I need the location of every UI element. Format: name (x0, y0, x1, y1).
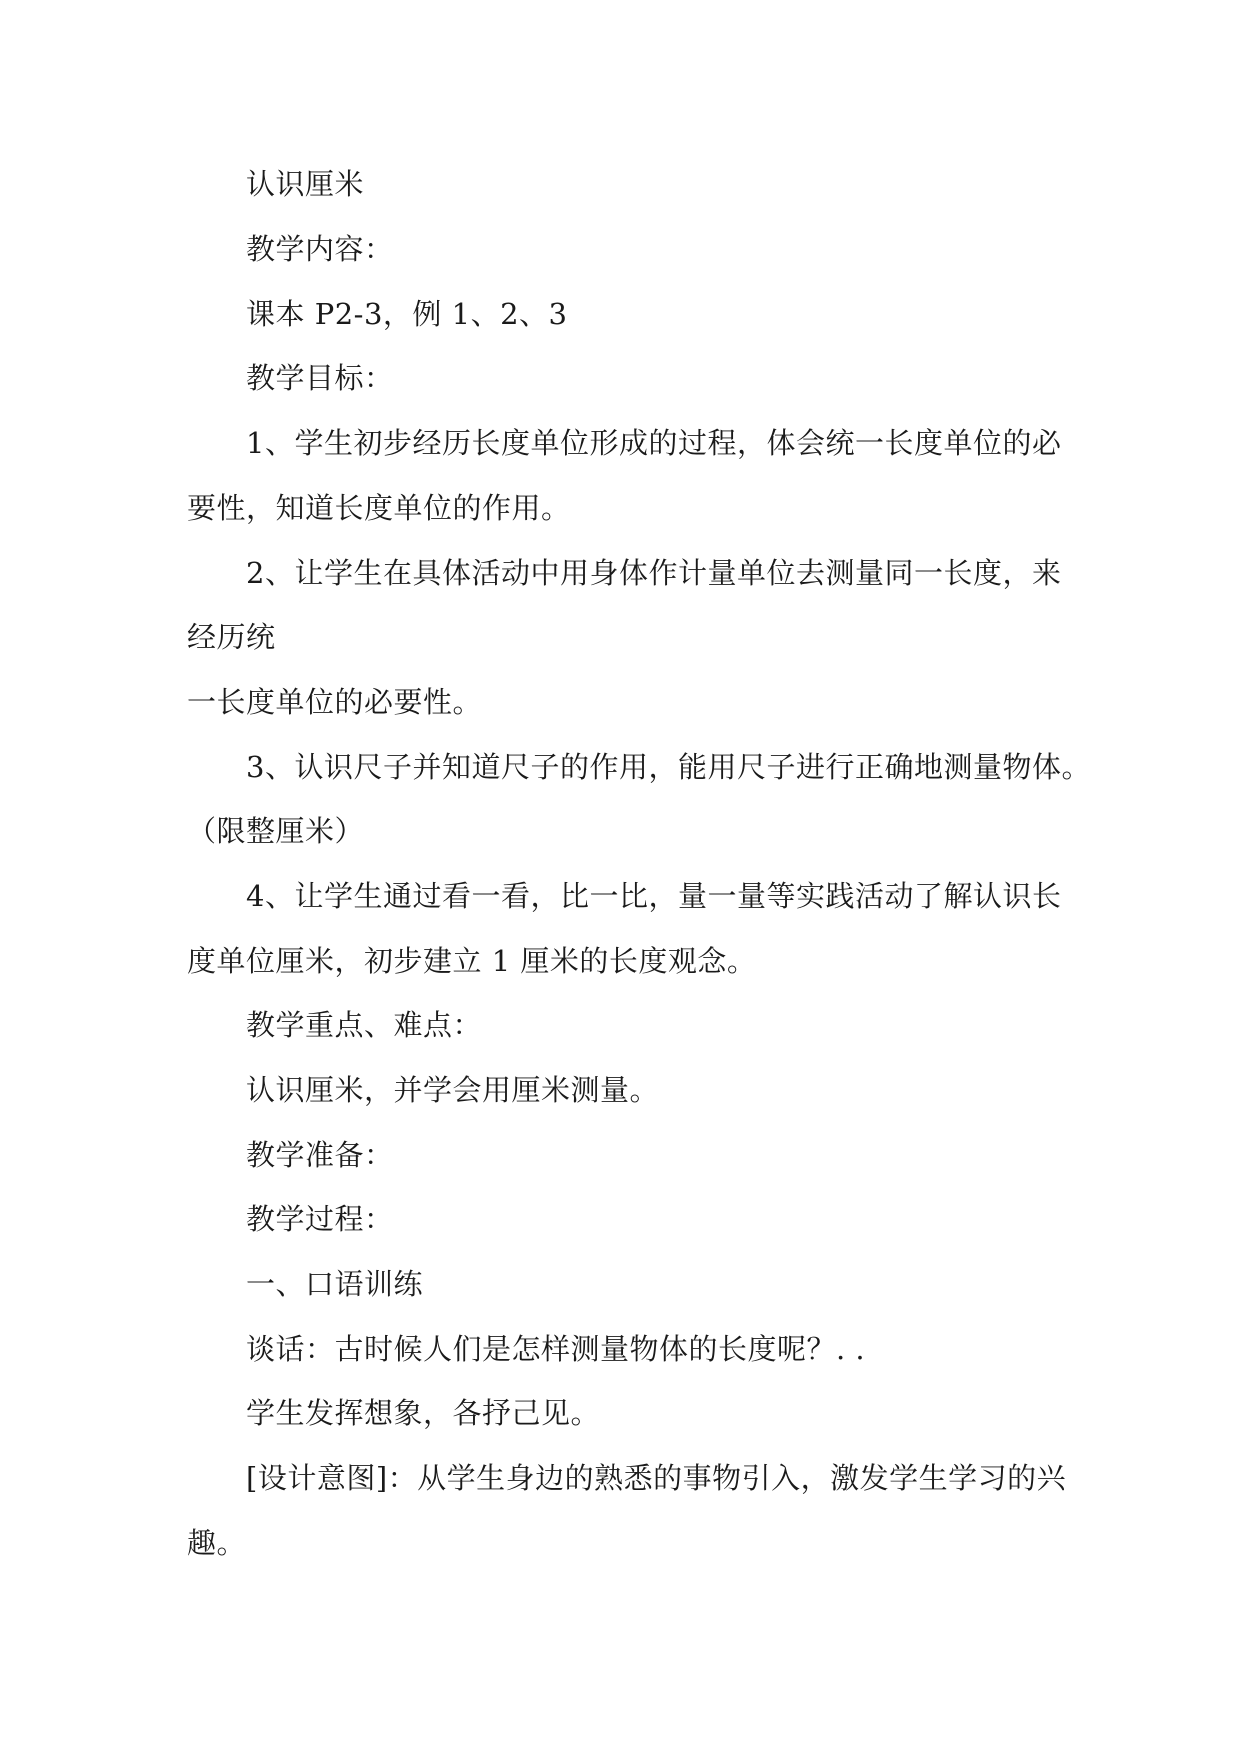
prep-heading: 教学准备： (246, 1138, 394, 1172)
section1-heading: 一、口语训练 (246, 1267, 424, 1301)
goal2-line2: 经历统 (187, 620, 276, 654)
design-line1: [设计意图]：从学生身边的熟悉的事物引入，激发学生学习的兴 (246, 1461, 1067, 1495)
goal2-line1: 2、让学生在具体活动中用身体作计量单位去测量同一长度，来 (246, 556, 1062, 590)
student-line: 学生发挥想象，各抒己见。 (246, 1396, 601, 1430)
keypoints-heading: 教学重点、难点： (246, 1008, 483, 1042)
content-text: 课本 P2-3，例 1、2、3 (246, 297, 568, 331)
goal2-line3: 一长度单位的必要性。 (187, 685, 483, 719)
content-heading: 教学内容： (246, 232, 394, 266)
design-line2: 趣。 (187, 1526, 247, 1560)
goal1-line2: 要性，知道长度单位的作用。 (187, 491, 571, 525)
document-title: 认识厘米 (246, 167, 365, 201)
goal4-line2: 度单位厘米，初步建立 1 厘米的长度观念。 (187, 944, 757, 978)
goal3-line2: （限整厘米） (187, 814, 365, 848)
goal1-line1: 1、学生初步经历长度单位形成的过程，体会统一长度单位的必 (246, 426, 1062, 460)
keypoints-text: 认识厘米，并学会用厘米测量。 (246, 1073, 660, 1107)
talk-line: 谈话：古时候人们是怎样测量物体的长度呢？. . (246, 1332, 866, 1366)
process-heading: 教学过程： (246, 1202, 394, 1236)
goal3-line1: 3、认识尺子并知道尺子的作用，能用尺子进行正确地测量物体。 (246, 750, 1091, 784)
goals-heading: 教学目标： (246, 361, 394, 395)
goal4-line1: 4、让学生通过看一看，比一比，量一量等实践活动了解认识长 (246, 879, 1062, 913)
